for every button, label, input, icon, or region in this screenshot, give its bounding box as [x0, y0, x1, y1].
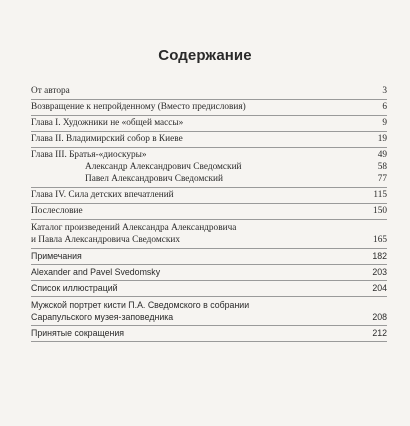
toc-entry-label: Возвращение к непройденному (Вместо предисловия) [31, 102, 246, 112]
toc-divider [31, 99, 387, 100]
toc-entry-page: 19 [377, 134, 387, 144]
toc-entry-label: Александр Александрович Сведомский [85, 162, 242, 172]
toc-divider [31, 248, 387, 249]
toc-entry-label: Глава I. Художники не «общей массы» [31, 118, 184, 128]
toc-entry-label: Каталог произведений Александра Александровича [31, 223, 237, 233]
toc-entry-label: Павел Александрович Сведомский [85, 174, 223, 184]
toc-entry-label: и Павла Александровича Сведомских [31, 235, 181, 245]
toc-divider [31, 203, 387, 204]
toc-entry-page: 49 [377, 150, 387, 160]
toc-divider [31, 341, 387, 342]
toc-divider [31, 325, 387, 326]
toc-entry-page: 212 [372, 328, 387, 338]
toc-divider [31, 264, 387, 265]
toc-entry-page: 165 [373, 235, 387, 245]
toc-entry-label: Сарапульского музея-заповедника [31, 312, 174, 322]
toc-entry-page: 58 [377, 162, 387, 172]
toc-entry-page: 203 [372, 267, 387, 277]
toc-divider [31, 147, 387, 148]
toc-divider [31, 131, 387, 132]
toc-entry-page: 150 [373, 206, 387, 216]
toc-entry-label: Мужской портрет кисти П.А. Сведомского в собрании [31, 300, 250, 310]
toc-divider [31, 115, 387, 116]
toc-entry-label: Принятые сокращения [31, 328, 125, 338]
toc-entry-label: Alexander and Pavel Svedomsky [31, 267, 161, 277]
toc-entry-label: Послесловие [31, 206, 83, 216]
page-title: Содержание [158, 47, 252, 64]
toc-entry-page: 9 [382, 118, 387, 128]
toc-divider [31, 296, 387, 297]
toc-divider [31, 280, 387, 281]
toc-entry-label: Примечания [31, 251, 82, 261]
toc-entry-page: 77 [377, 174, 387, 184]
toc-entry-label: Список иллюстраций [31, 283, 118, 293]
toc-entry-page: 208 [372, 312, 387, 322]
toc-entry-label: Глава IV. Сила детских впечатлений [31, 190, 174, 200]
toc-divider [31, 219, 387, 220]
toc-entry-label: Глава III. Братья-«диоскуры» [31, 150, 147, 160]
toc-entry-page: 182 [372, 251, 387, 261]
toc-entry-page: 204 [372, 283, 387, 293]
toc-entry-label: От автора [31, 86, 70, 96]
toc-entry-label: Глава II. Владимирский собор в Киеве [31, 134, 183, 144]
toc-entry-page: 6 [382, 102, 387, 112]
toc-entry-page: 115 [373, 190, 387, 200]
toc-divider [31, 187, 387, 188]
toc-entry-page: 3 [382, 86, 387, 96]
